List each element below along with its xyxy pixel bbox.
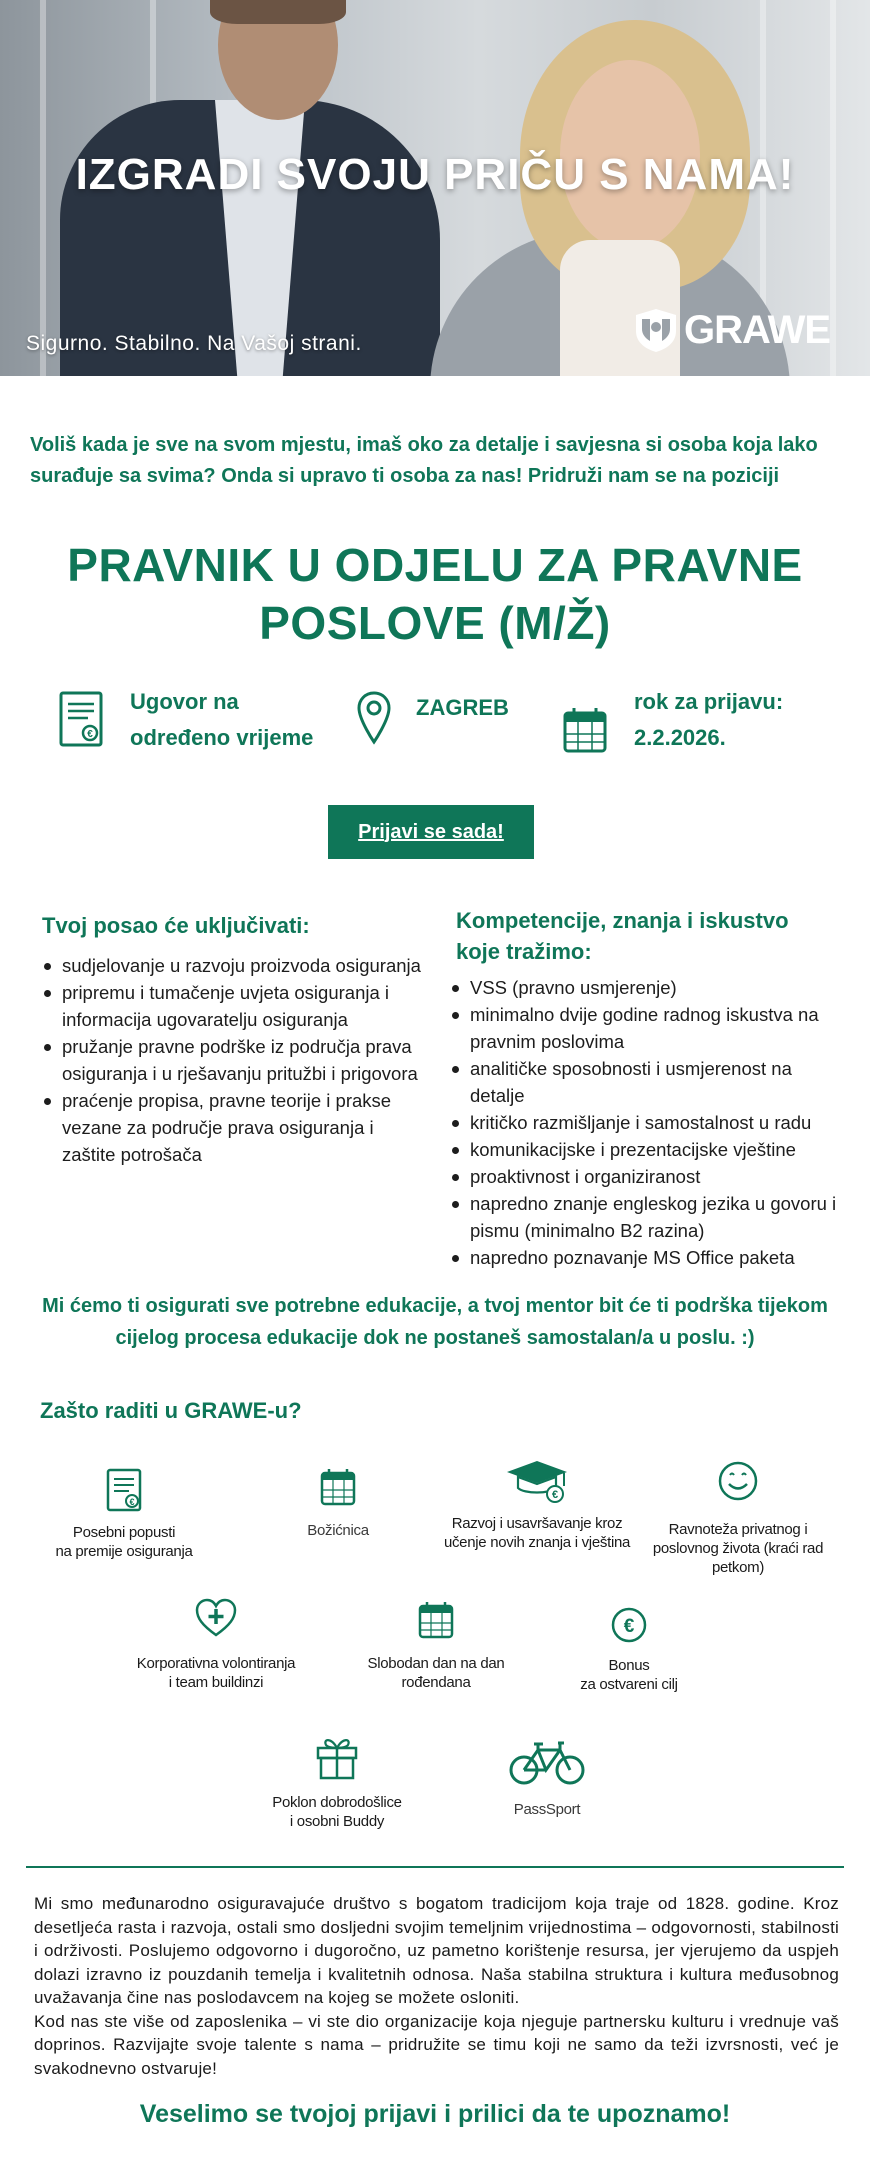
list-item: napredno poznavanje MS Office paketa bbox=[450, 1244, 850, 1271]
section-divider bbox=[26, 1866, 844, 1868]
duties-list bbox=[42, 952, 422, 1168]
euro-icon bbox=[610, 1606, 648, 1644]
list-item: komunikacijske i prezentacijske vještine bbox=[450, 1136, 850, 1163]
heart-plus-icon bbox=[194, 1598, 238, 1638]
benefit-welcome-gift bbox=[237, 1733, 437, 1831]
hero-tagline: Sigurno. Stabilno. Na Vašoj strani. bbox=[26, 332, 362, 355]
svg-text:€: € bbox=[87, 729, 93, 740]
logo-text: GRAWE bbox=[684, 307, 831, 352]
location-text: ZAGREB bbox=[416, 695, 509, 720]
location-info bbox=[356, 690, 509, 746]
smiley-icon bbox=[717, 1460, 759, 1502]
benefit-label: Korporativna volontiranja i team buildinzi bbox=[136, 1655, 296, 1691]
benefit-work-life-balance bbox=[636, 1460, 840, 1577]
list-item: praćenje propisa, pravne teorije i prakse vezane za područje prava osiguranja i zaštite potrošača bbox=[42, 1087, 422, 1168]
benefit-christmas-bonus bbox=[238, 1467, 438, 1540]
benefit-label: Razvoj i usavršavanje kroz učenje novih znanja i vještina bbox=[443, 1515, 631, 1551]
benefit-birthday-day-off bbox=[336, 1600, 536, 1692]
about-paragraph-2: Kod nas ste više od zaposlenika – vi ste dio organizacije koja njeguje partnersku kulturu i vrednuje vaš doprinos. Razvijajte svoje talente s nama – pridružite se timu koji ne samo da teži izvrsnosti, već je svakodnevno ostvaruje! bbox=[34, 2011, 839, 2078]
benefit-development bbox=[437, 1458, 637, 1552]
svg-text:€: € bbox=[623, 1616, 635, 1637]
hero-banner bbox=[0, 0, 870, 376]
location-pin-icon bbox=[356, 690, 392, 746]
list-item: analitičke sposobnosti i usmjerenost na detalje bbox=[450, 1055, 850, 1109]
apply-now-button[interactable]: Prijavi se sada! bbox=[328, 805, 534, 859]
contract-info bbox=[58, 690, 313, 756]
benefit-bonus bbox=[529, 1606, 729, 1694]
shield-icon bbox=[634, 307, 678, 353]
benefit-label: Poklon dobrodošlice i osobni Buddy bbox=[272, 1794, 402, 1830]
benefit-volunteering bbox=[116, 1598, 316, 1692]
deadline-info bbox=[562, 690, 783, 756]
about-paragraph-1: Mi smo međunarodno osiguravajuće društvo s bogatom tradicijom koja traje od 1828. godine. Kroz desetljeća rasta i razvoja, ostali smo dosljedni svojim temeljnim vrijednostima – odgovornosti, stabilnosti i održivosti. Poslujemo odgovorno i dugoročno, uz pametno korištenje resursa, jer vjerujemo da uspjeh dolazi izravno iz pouzdanih temelja i kvalitetnih odnosa. Naša stabilna struktura i kultura međusobnog uvažavanja čine nas poslodavcem na kojeg se možete osloniti. bbox=[34, 1894, 839, 2007]
benefit-label: Bonus za ostvareni cilj bbox=[580, 1657, 678, 1693]
certificate-icon bbox=[105, 1467, 143, 1513]
job-title: PRAVNIK U ODJELU ZA PRAVNE POSLOVE (M/Ž) bbox=[67, 539, 803, 649]
benefit-label: Ravnoteža privatnog i poslovnog života (kraći rad petkom) bbox=[652, 1521, 824, 1576]
list-item: napredno znanje engleskog jezika u govoru i pismu (minimalno B2 razina) bbox=[450, 1190, 850, 1244]
contract-line-1: Ugovor na bbox=[130, 689, 239, 714]
grawe-logo bbox=[634, 306, 830, 354]
duties-heading: Tvoj posao će uključivati: bbox=[42, 913, 310, 938]
list-item: kritičko razmišljanje i samostalnost u radu bbox=[450, 1109, 850, 1136]
calendar-icon bbox=[319, 1467, 357, 1507]
deadline-date: 2.2.2026. bbox=[634, 725, 726, 750]
closing-text: Veselimo se tvojoj prijavi i prilici da te upoznamo! bbox=[139, 2100, 731, 2128]
list-item: sudjelovanje u razvoju proizvoda osiguranja bbox=[42, 952, 422, 979]
list-item: proaktivnost i organiziranost bbox=[450, 1163, 850, 1190]
list-item: minimalno dvije godine radnog iskustva na pravnim poslovima bbox=[450, 1001, 850, 1055]
benefit-discounts bbox=[24, 1467, 224, 1561]
benefit-label: PassSport bbox=[513, 1801, 581, 1818]
contract-line-2: određeno vrijeme bbox=[130, 725, 314, 750]
benefit-label: Posebni popusti na premije osiguranja bbox=[55, 1524, 193, 1560]
bicycle-icon bbox=[508, 1738, 586, 1786]
deadline-label: rok za prijavu: bbox=[634, 689, 784, 714]
gift-icon bbox=[314, 1733, 360, 1781]
benefit-passsport bbox=[447, 1738, 647, 1819]
hero-title: IZGRADI SVOJU PRIČU S NAMA! bbox=[75, 150, 795, 199]
about-text bbox=[34, 1892, 839, 2080]
list-item: VSS (pravno usmjerenje) bbox=[450, 974, 850, 1001]
intro-text: Voliš kada je sve na svom mjestu, imaš oko za detalje i savjesna si osoba koja lako surađuje sa svima? Onda si upravo ti osoba za nas! Pridruži nam se na poziciji bbox=[30, 434, 818, 487]
list-item: pružanje pravne podrške iz područja prava osiguranja i u rješavanju pritužbi i prigovora bbox=[42, 1033, 422, 1087]
skills-list bbox=[450, 974, 850, 1271]
calendar-icon bbox=[562, 706, 608, 754]
man-hair bbox=[210, 0, 346, 24]
skills-heading: Kompetencije, znanja i iskustvo koje tražimo: bbox=[456, 908, 789, 964]
mentor-text: Mi ćemo ti osigurati sve potrebne edukacije, a tvoj mentor bit će ti podrška tijekom cijelog procesa edukacije dok ne postaneš samostalan/a u poslu. :) bbox=[42, 1295, 828, 1349]
graduation-cap-icon bbox=[504, 1458, 570, 1504]
list-item: pripremu i tumačenje uvjeta osiguranja i informacija ugovaratelju osiguranja bbox=[42, 979, 422, 1033]
benefit-label: Slobodan dan na dan rođendana bbox=[367, 1655, 505, 1691]
benefit-label: Božićnica bbox=[307, 1522, 369, 1539]
certificate-icon bbox=[58, 690, 104, 748]
svg-text:€: € bbox=[129, 1497, 135, 1507]
calendar-icon bbox=[417, 1600, 455, 1640]
svg-text:€: € bbox=[551, 1489, 559, 1501]
why-heading: Zašto raditi u GRAWE-u? bbox=[40, 1398, 302, 1423]
